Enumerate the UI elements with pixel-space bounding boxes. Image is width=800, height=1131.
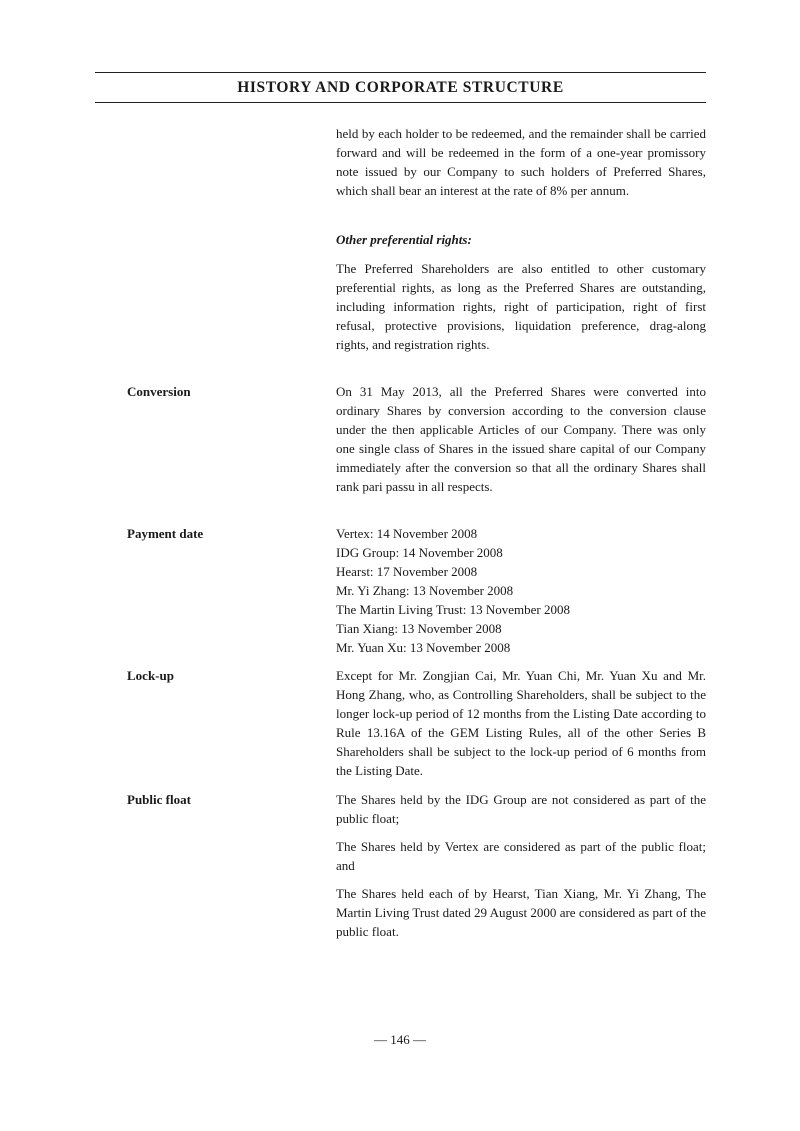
other-rights-text: The Preferred Shareholders are also entitled to other customary preferential rights, as long as the Preferred Shares are outstanding, including information rights, right of participation, right of first refusal, protective provisions, liquidation preference, drag-along rights, and registration rights. <box>336 261 706 352</box>
payment-date-line: Mr. Yi Zhang: 13 November 2008 <box>336 583 514 598</box>
payment-date-label: Payment date <box>127 526 204 541</box>
header-rule-bottom <box>95 102 706 103</box>
payment-date-line: Hearst: 17 November 2008 <box>336 564 478 579</box>
redemption-continuation <box>336 124 706 200</box>
page-number: — 146 — <box>374 1032 426 1047</box>
lock-up-label: Lock-up <box>127 668 174 683</box>
other-rights-heading: Other preferential rights: <box>336 232 472 247</box>
other-rights-heading-block <box>336 230 706 249</box>
other-rights-block <box>336 259 706 354</box>
conversion-text: On 31 May 2013, all the Preferred Shares were converted into ordinary Shares by conversion according to the conversion clause under the then applicable Articles of our Company. There was only one single class of Shares in the issued share capital of our Company immediately after the conversion so that all the ordinary Shares shall rank pari passu in all respects. <box>336 384 706 494</box>
lock-up-block <box>336 666 706 780</box>
redemption-text: held by each holder to be redeemed, and the remainder shall be carried forward and will be redeemed in the form of a one-year promissory note issued by our Company to such holders of Preferred Shares, which shall bear an interest at the rate of 8% per annum. <box>336 126 706 198</box>
public-float-para-2 <box>336 837 706 875</box>
public-float-para-1 <box>336 790 706 828</box>
public-float-text: The Shares held by the IDG Group are not considered as part of the public float; <box>336 792 706 826</box>
conversion-block <box>336 382 706 496</box>
header-rule-top <box>95 72 706 73</box>
public-float-text: The Shares held each of by Hearst, Tian Xiang, Mr. Yi Zhang, The Martin Living Trust dated 29 August 2000 are considered as part of the public float. <box>336 886 706 939</box>
payment-date-list <box>336 524 706 657</box>
lock-up-text: Except for Mr. Zongjian Cai, Mr. Yuan Chi, Mr. Yuan Xu and Mr. Hong Zhang, who, as Controlling Shareholders, shall be subject to the longer lock-up period of 12 months from the Listing Date according to Rule 13.16A of the GEM Listing Rules, all of the other Series B Shareholders shall be subject to the lock-up period of 6 months from the Listing Date. <box>336 668 706 778</box>
payment-date-line: Vertex: 14 November 2008 <box>336 526 478 541</box>
payment-date-line: Mr. Yuan Xu: 13 November 2008 <box>336 640 511 655</box>
conversion-label: Conversion <box>127 384 191 399</box>
payment-date-line: Tian Xiang: 13 November 2008 <box>336 621 502 636</box>
public-float-text: The Shares held by Vertex are considered as part of the public float; and <box>336 839 706 873</box>
page-title: HISTORY AND CORPORATE STRUCTURE <box>237 79 564 96</box>
public-float-label: Public float <box>127 792 191 807</box>
payment-date-line: IDG Group: 14 November 2008 <box>336 545 503 560</box>
public-float-para-3 <box>336 884 706 941</box>
payment-date-line: The Martin Living Trust: 13 November 2008 <box>336 602 570 617</box>
